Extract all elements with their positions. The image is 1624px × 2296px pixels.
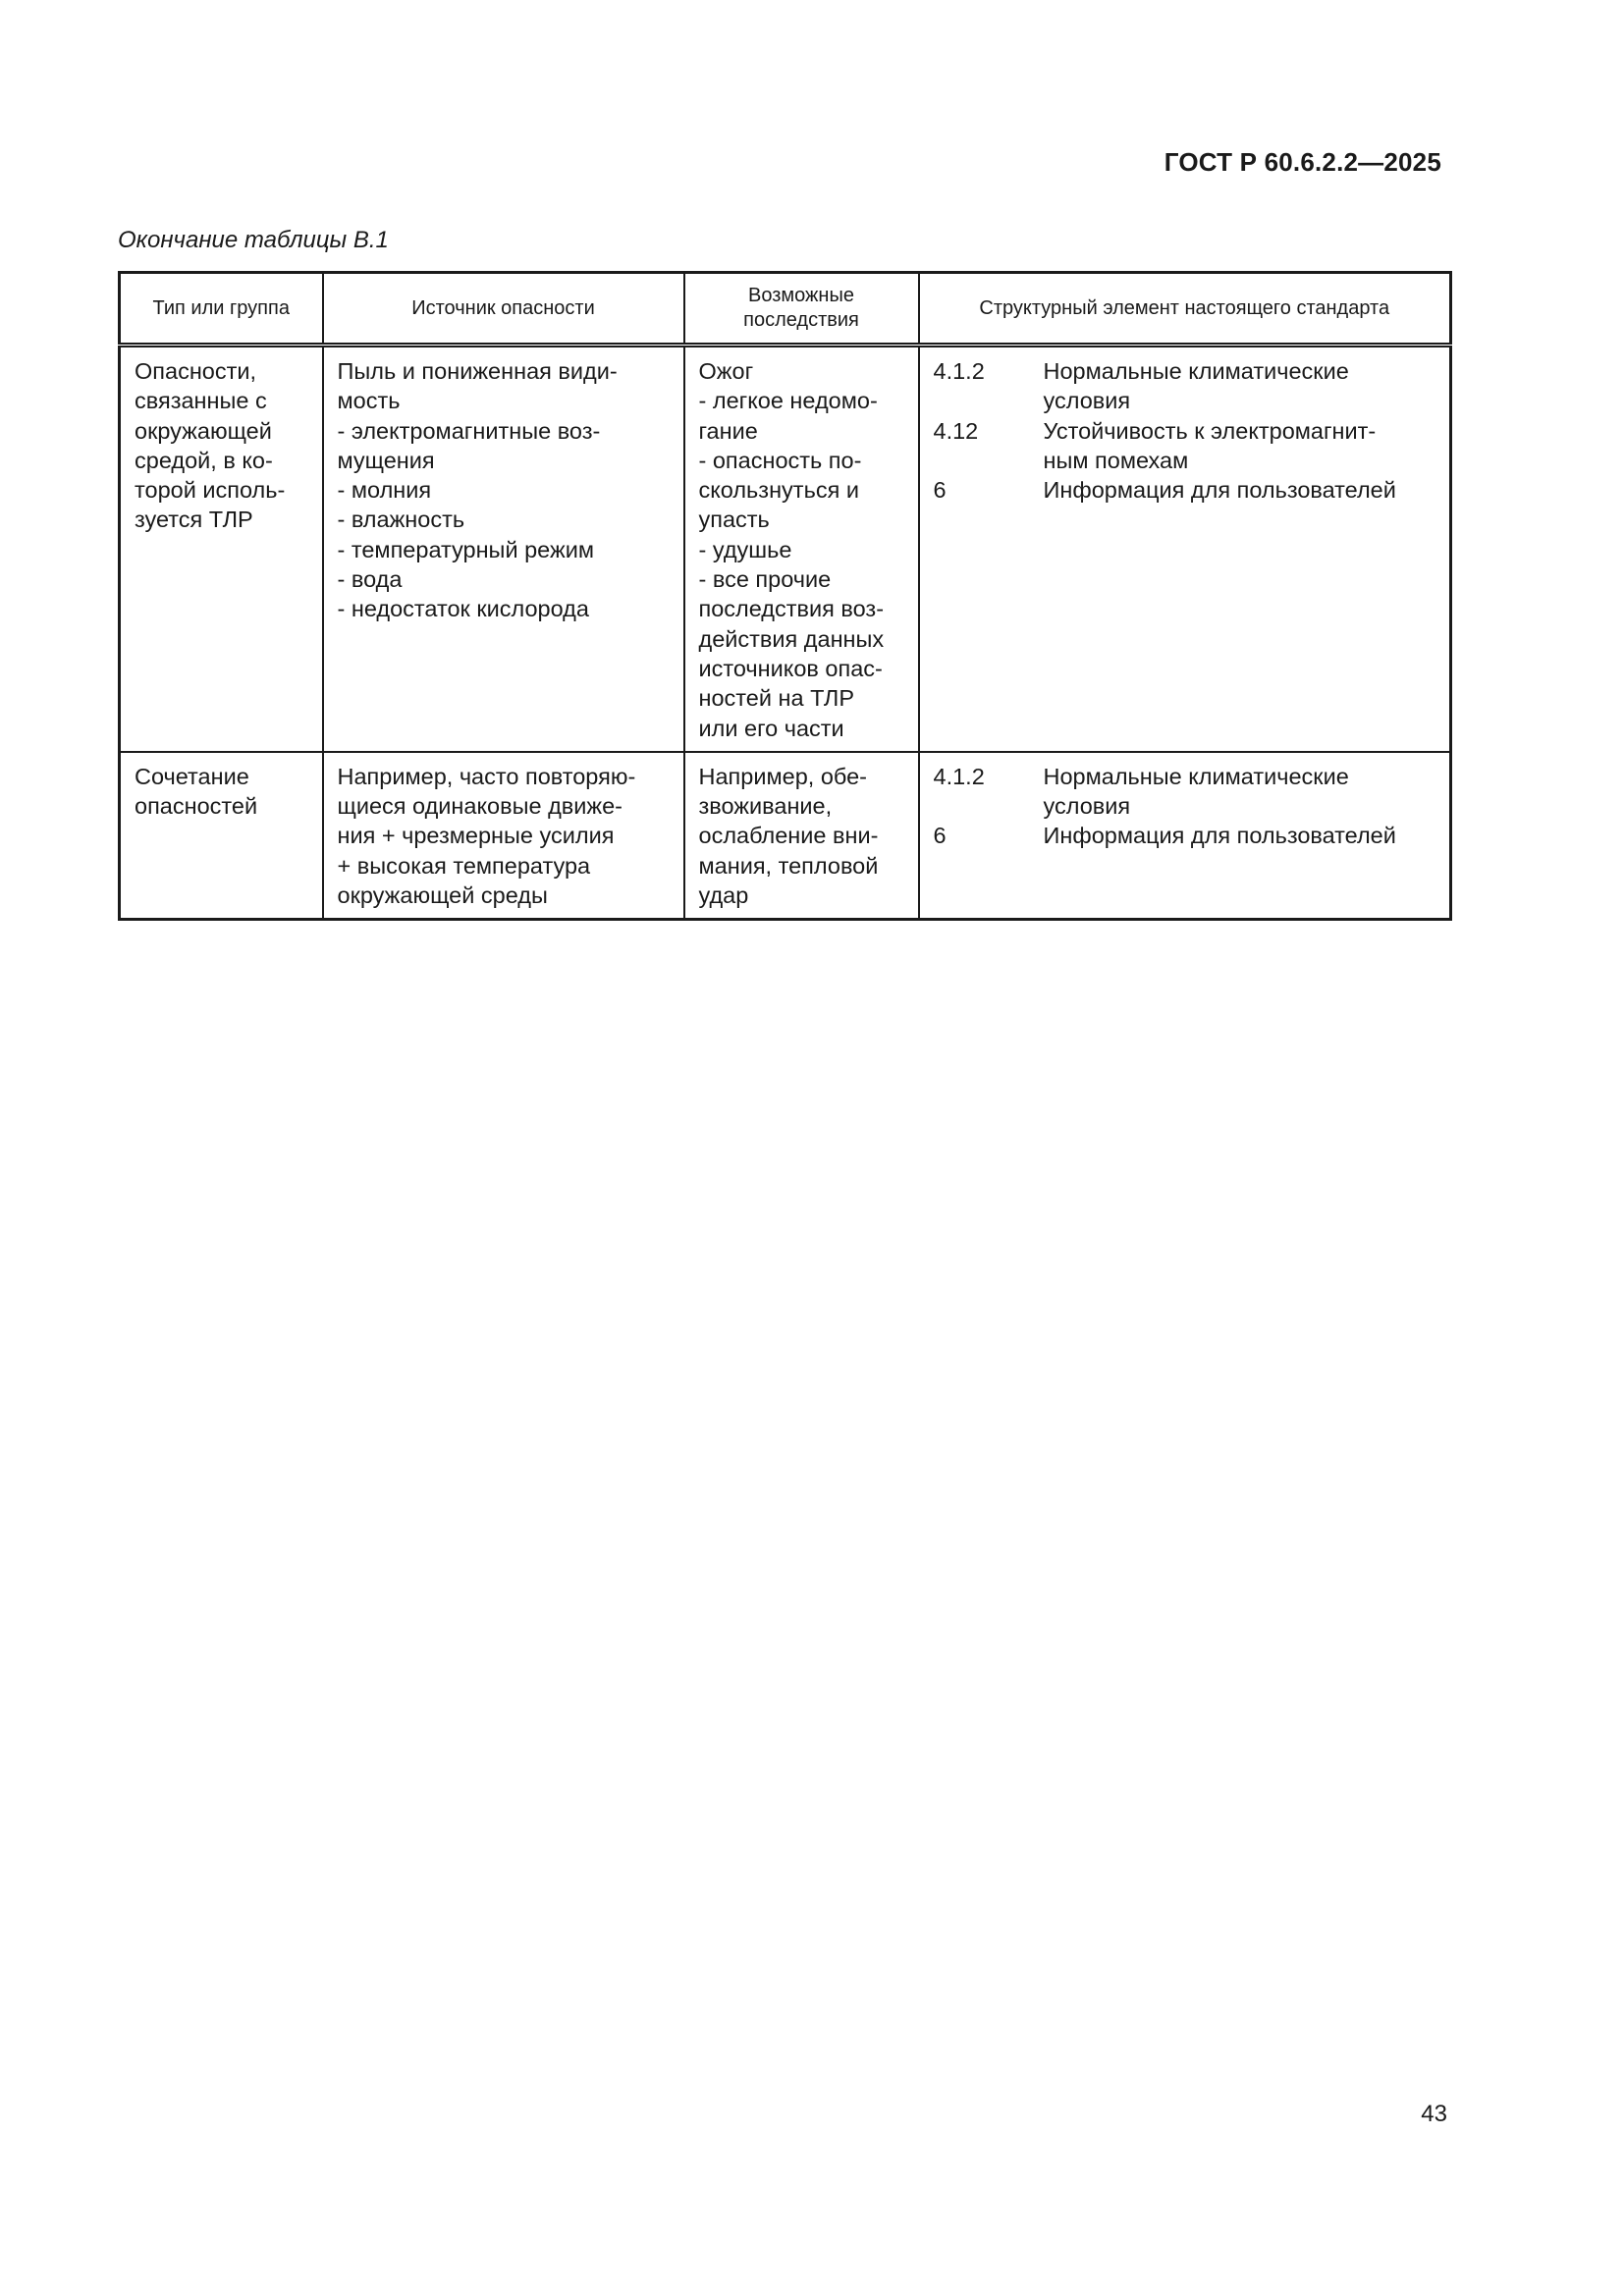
section-reference bbox=[934, 475, 1438, 505]
section-number: 6 bbox=[933, 823, 947, 849]
text-line: ослабление вни- bbox=[698, 823, 879, 849]
text-line: - удушье bbox=[698, 536, 792, 562]
text-line: - легкое недомо- bbox=[698, 388, 878, 414]
cell-structural-element bbox=[919, 752, 1451, 920]
text-line: удар bbox=[698, 882, 749, 909]
text-line: - недостаток кислорода bbox=[337, 596, 589, 622]
text-line: условия bbox=[1043, 388, 1131, 414]
text-line: действия данных bbox=[698, 625, 885, 652]
text-line: - температурный режим bbox=[337, 536, 594, 562]
cell-structural-element bbox=[919, 346, 1451, 752]
text-line: Информация для пользователей bbox=[1043, 477, 1396, 504]
text-line: гание bbox=[698, 417, 758, 444]
text-line: скользнуться и bbox=[698, 477, 859, 504]
text-line: звоживание, bbox=[698, 793, 833, 820]
text-line: + высокая температура bbox=[337, 852, 591, 879]
hazard-table bbox=[118, 271, 1452, 921]
section-title bbox=[1044, 821, 1438, 850]
section-title bbox=[1044, 416, 1438, 476]
text-line: Нормальные климатические bbox=[1043, 763, 1349, 789]
text-line: мость bbox=[337, 388, 401, 414]
text-line: Ожог bbox=[698, 358, 754, 384]
text-line: - электромагнитные воз- bbox=[337, 417, 601, 444]
text-line: мания, тепловой bbox=[698, 852, 879, 879]
text-line: - вода bbox=[337, 566, 403, 593]
text-line: Сочетание bbox=[135, 763, 249, 789]
text-line: условия bbox=[1043, 793, 1131, 820]
cell-consequences bbox=[684, 752, 919, 920]
text-line: - влажность bbox=[337, 507, 465, 533]
text-line: связанные с bbox=[135, 388, 267, 414]
table-row bbox=[120, 752, 1451, 920]
page-number: 43 bbox=[1421, 2101, 1447, 2127]
text-line: Например, обе- bbox=[698, 763, 867, 789]
text-line: окружающей bbox=[135, 417, 272, 444]
section-number: 4.12 bbox=[933, 417, 979, 444]
document-code: ГОСТ Р 60.6.2.2—2025 bbox=[1164, 147, 1441, 177]
text-line: - опасность по- bbox=[698, 447, 862, 473]
text-line: Информация для пользователей bbox=[1043, 823, 1396, 849]
text-line: - молния bbox=[337, 477, 432, 504]
text-line: ностей на ТЛР bbox=[698, 685, 855, 712]
cell-consequences bbox=[684, 346, 919, 752]
text-line: торой исполь- bbox=[135, 477, 286, 504]
section-number: 6 bbox=[933, 477, 947, 504]
text-line: мущения bbox=[337, 447, 435, 473]
text-line: или его части bbox=[698, 715, 844, 741]
text-line: - все прочие bbox=[698, 566, 832, 593]
text-line: ния + чрезмерные усилия bbox=[337, 823, 615, 849]
header-source: Источник опасности bbox=[323, 273, 684, 346]
cell-type bbox=[120, 752, 323, 920]
text-line: Нормальные климатические bbox=[1043, 358, 1349, 384]
cell-source bbox=[323, 346, 684, 752]
section-reference bbox=[934, 821, 1438, 850]
table-row bbox=[120, 346, 1451, 752]
text-line: щиеся одинаковые движе- bbox=[337, 793, 623, 820]
text-line: средой, в ко- bbox=[135, 447, 273, 473]
text-line: ным помехам bbox=[1043, 447, 1189, 473]
section-number: 4.1.2 bbox=[933, 763, 985, 789]
header-structural-element: Структурный элемент настоящего стандарта bbox=[919, 273, 1451, 346]
text-line: Например, часто повторяю- bbox=[337, 763, 636, 789]
text-line: Пыль и пониженная види- bbox=[337, 358, 618, 384]
section-title bbox=[1044, 356, 1438, 416]
header-consequences-line: Возможные bbox=[748, 285, 854, 306]
text-line: последствия воз- bbox=[698, 596, 885, 622]
text-line: опасностей bbox=[135, 793, 258, 820]
text-line: Устойчивость к электромагнит- bbox=[1043, 417, 1377, 444]
cell-type bbox=[120, 346, 323, 752]
section-title bbox=[1044, 762, 1438, 822]
text-line: Опасности, bbox=[135, 358, 257, 384]
header-consequences-line: последствия bbox=[743, 309, 859, 331]
table-header-row bbox=[120, 273, 1451, 346]
section-title bbox=[1044, 475, 1438, 505]
header-consequences bbox=[684, 273, 919, 346]
text-line: упасть bbox=[698, 507, 770, 533]
text-line: зуется ТЛР bbox=[135, 507, 253, 533]
text-line: источников опас- bbox=[698, 655, 883, 681]
section-reference bbox=[934, 416, 1438, 476]
text-line: окружающей среды bbox=[337, 882, 548, 909]
table-caption: Окончание таблицы В.1 bbox=[118, 227, 389, 253]
header-type: Тип или группа bbox=[120, 273, 323, 346]
section-number: 4.1.2 bbox=[933, 358, 985, 384]
cell-source bbox=[323, 752, 684, 920]
section-reference bbox=[934, 762, 1438, 822]
section-reference bbox=[934, 356, 1438, 416]
